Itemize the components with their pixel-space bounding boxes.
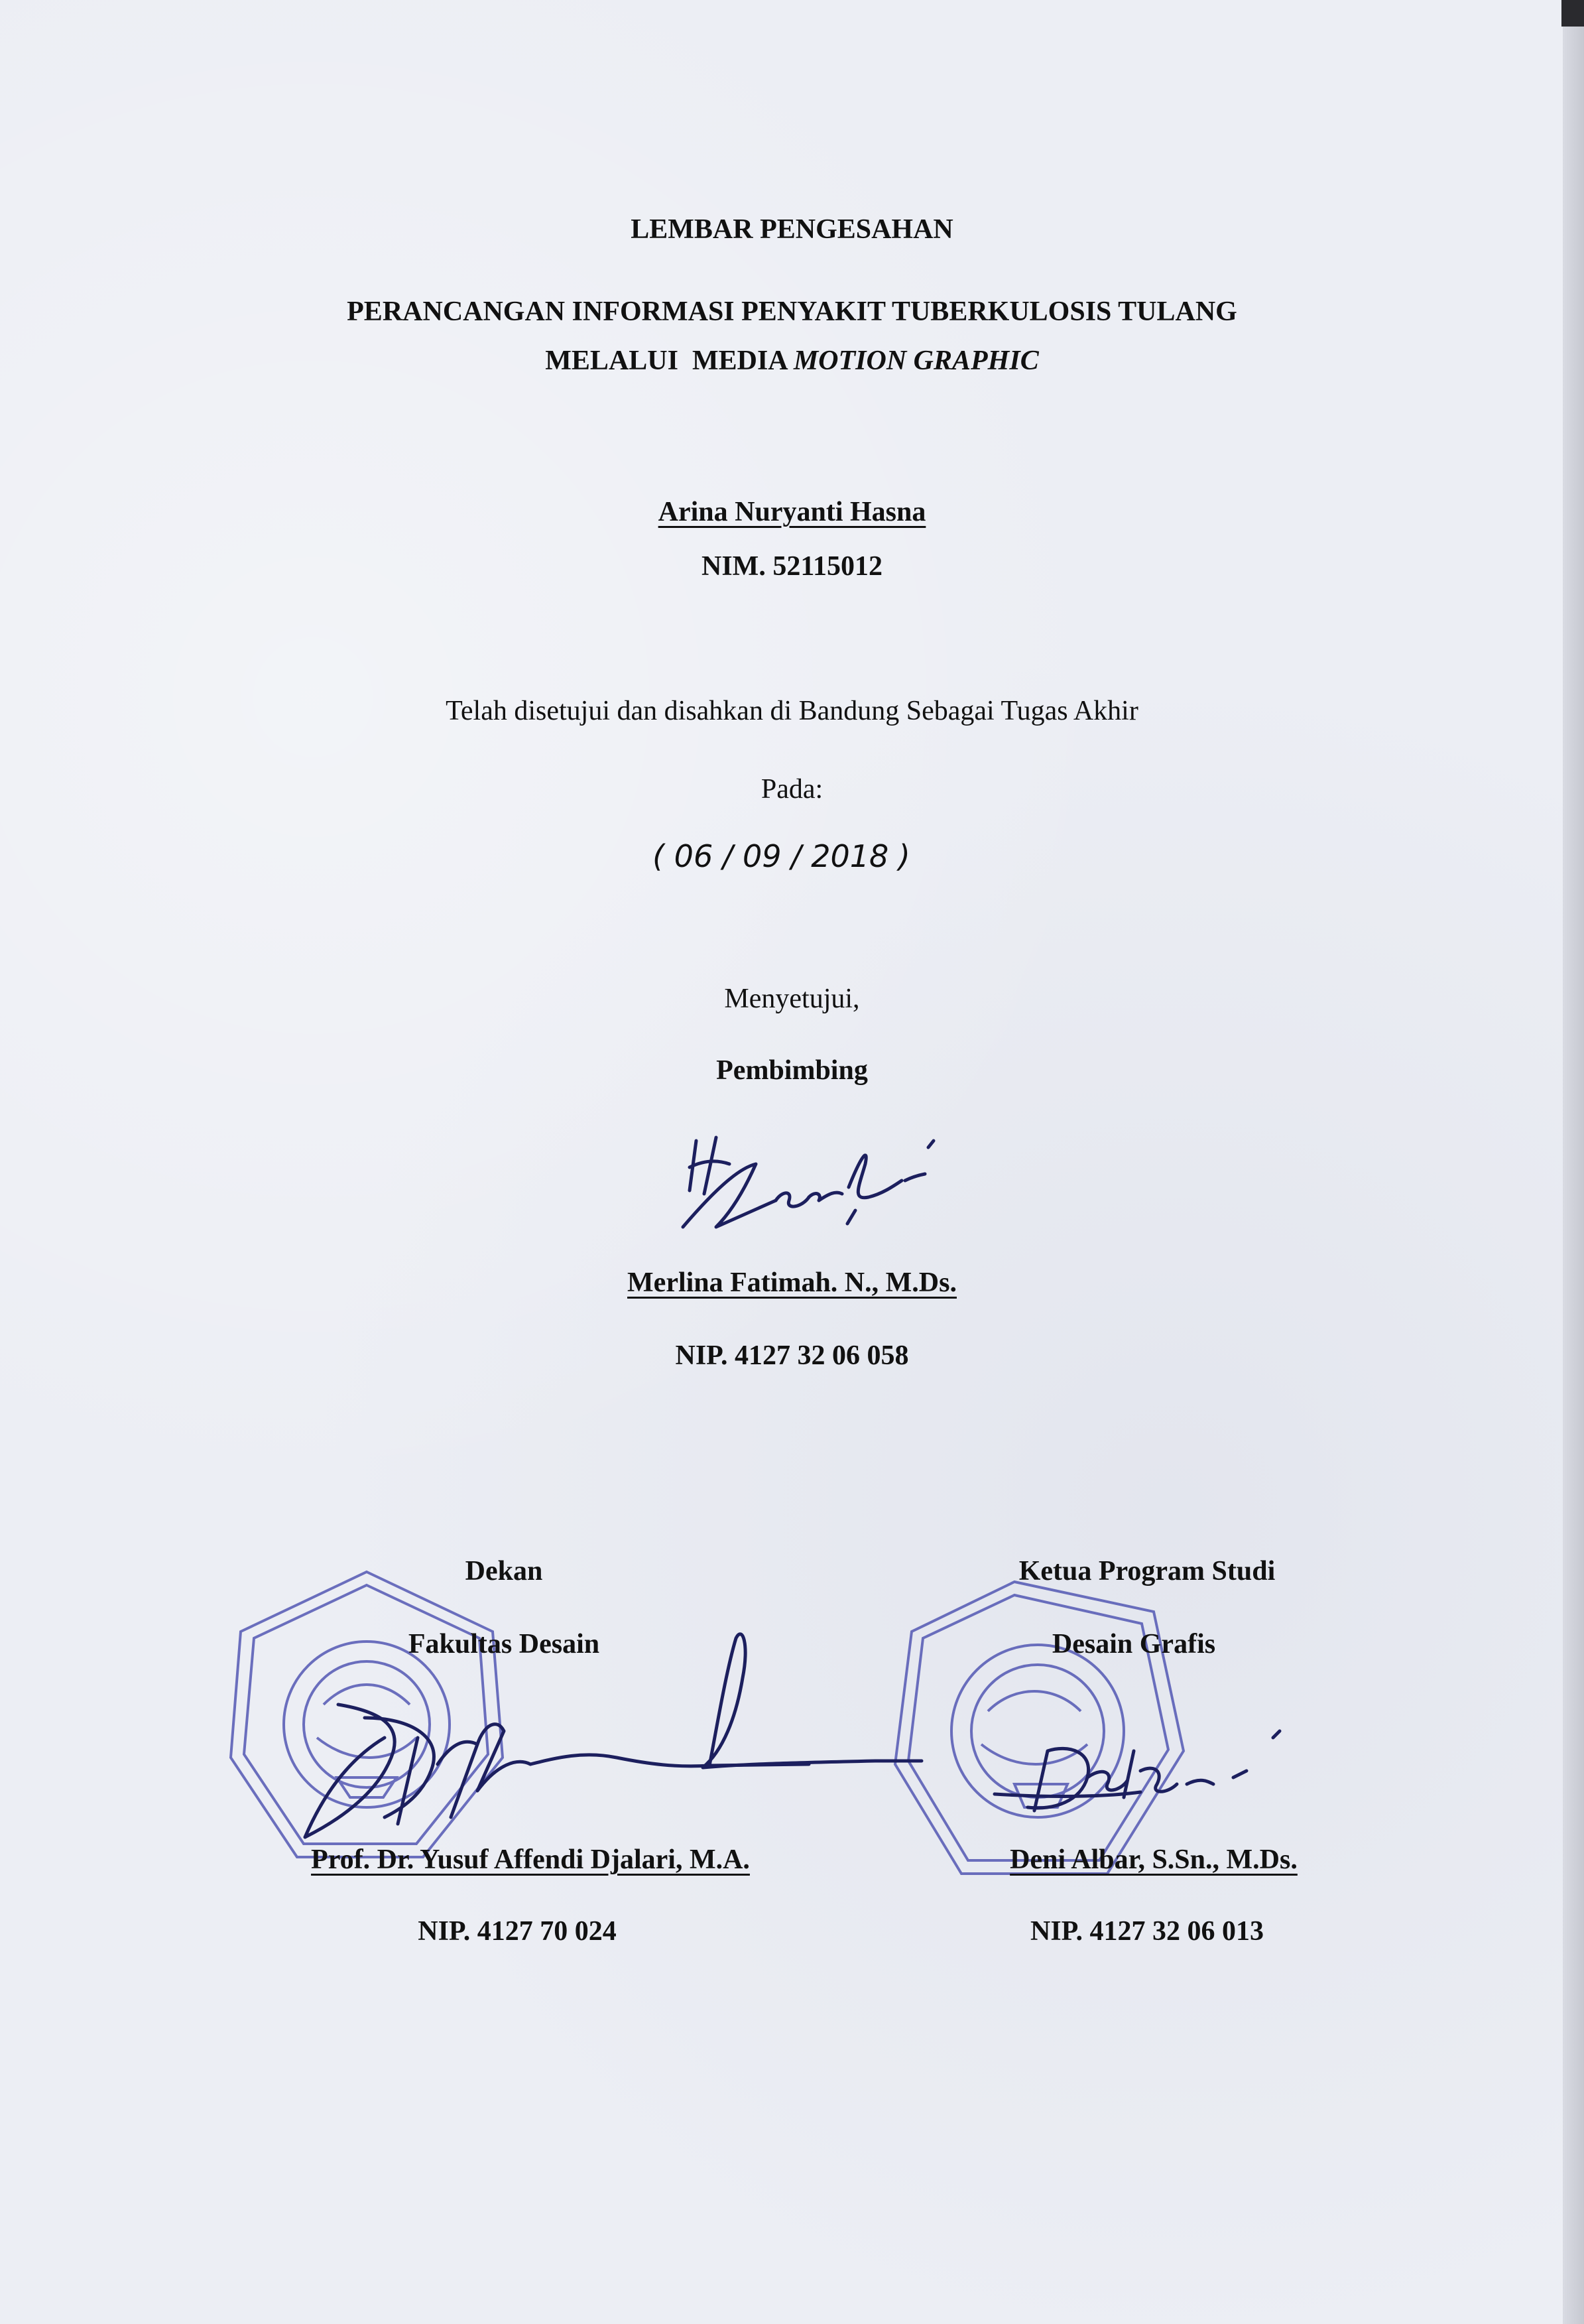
head-program-role-line1: Ketua Program Studi: [1018, 1556, 1276, 1586]
scan-corner: [1561, 0, 1584, 27]
approval-statement: Telah disetujui dan disahkan di Bandung Sebagai Tugas Akhir: [446, 696, 1138, 726]
student-name: Arina Nuryanti Hasna: [658, 497, 926, 527]
dean-nip: NIP. 4127 70 024: [418, 1916, 617, 1947]
agreement-label: Menyetujui,: [724, 984, 860, 1014]
advisor-name: Merlina Fatimah. N., M.Ds.: [627, 1267, 957, 1298]
document-title: LEMBAR PENGESAHAN: [631, 214, 953, 245]
approval-date: ( 06 / 09 / 2018 ): [652, 838, 910, 874]
dean-role-line1: Dekan: [465, 1556, 543, 1586]
student-nim: NIM. 52115012: [701, 551, 883, 582]
head-program-nip: NIP. 4127 32 06 013: [1030, 1916, 1264, 1947]
advisor-nip: NIP. 4127 32 06 058: [675, 1340, 909, 1371]
dean-name: Prof. Dr. Yusuf Affendi Djalari, M.A.: [311, 1844, 750, 1875]
advisor-role: Pembimbing: [716, 1055, 868, 1086]
thesis-title-line1: PERANCANGAN INFORMASI PENYAKIT TUBERKULOSIS TULANG: [347, 296, 1237, 327]
dean-signature: [278, 1632, 942, 1844]
date-label: Pada:: [761, 774, 823, 805]
head-program-signature: [1008, 1731, 1300, 1831]
dean-role-line2: Fakultas Desain: [408, 1629, 600, 1659]
advisor-signature: [670, 1128, 948, 1254]
head-program-role-line2: Desain Grafis: [1052, 1629, 1216, 1659]
head-program-name: Deni Albar, S.Sn., M.Ds.: [1010, 1844, 1298, 1875]
thesis-title-line2: MELALUI MEDIA MOTION GRAPHIC: [545, 346, 1039, 376]
